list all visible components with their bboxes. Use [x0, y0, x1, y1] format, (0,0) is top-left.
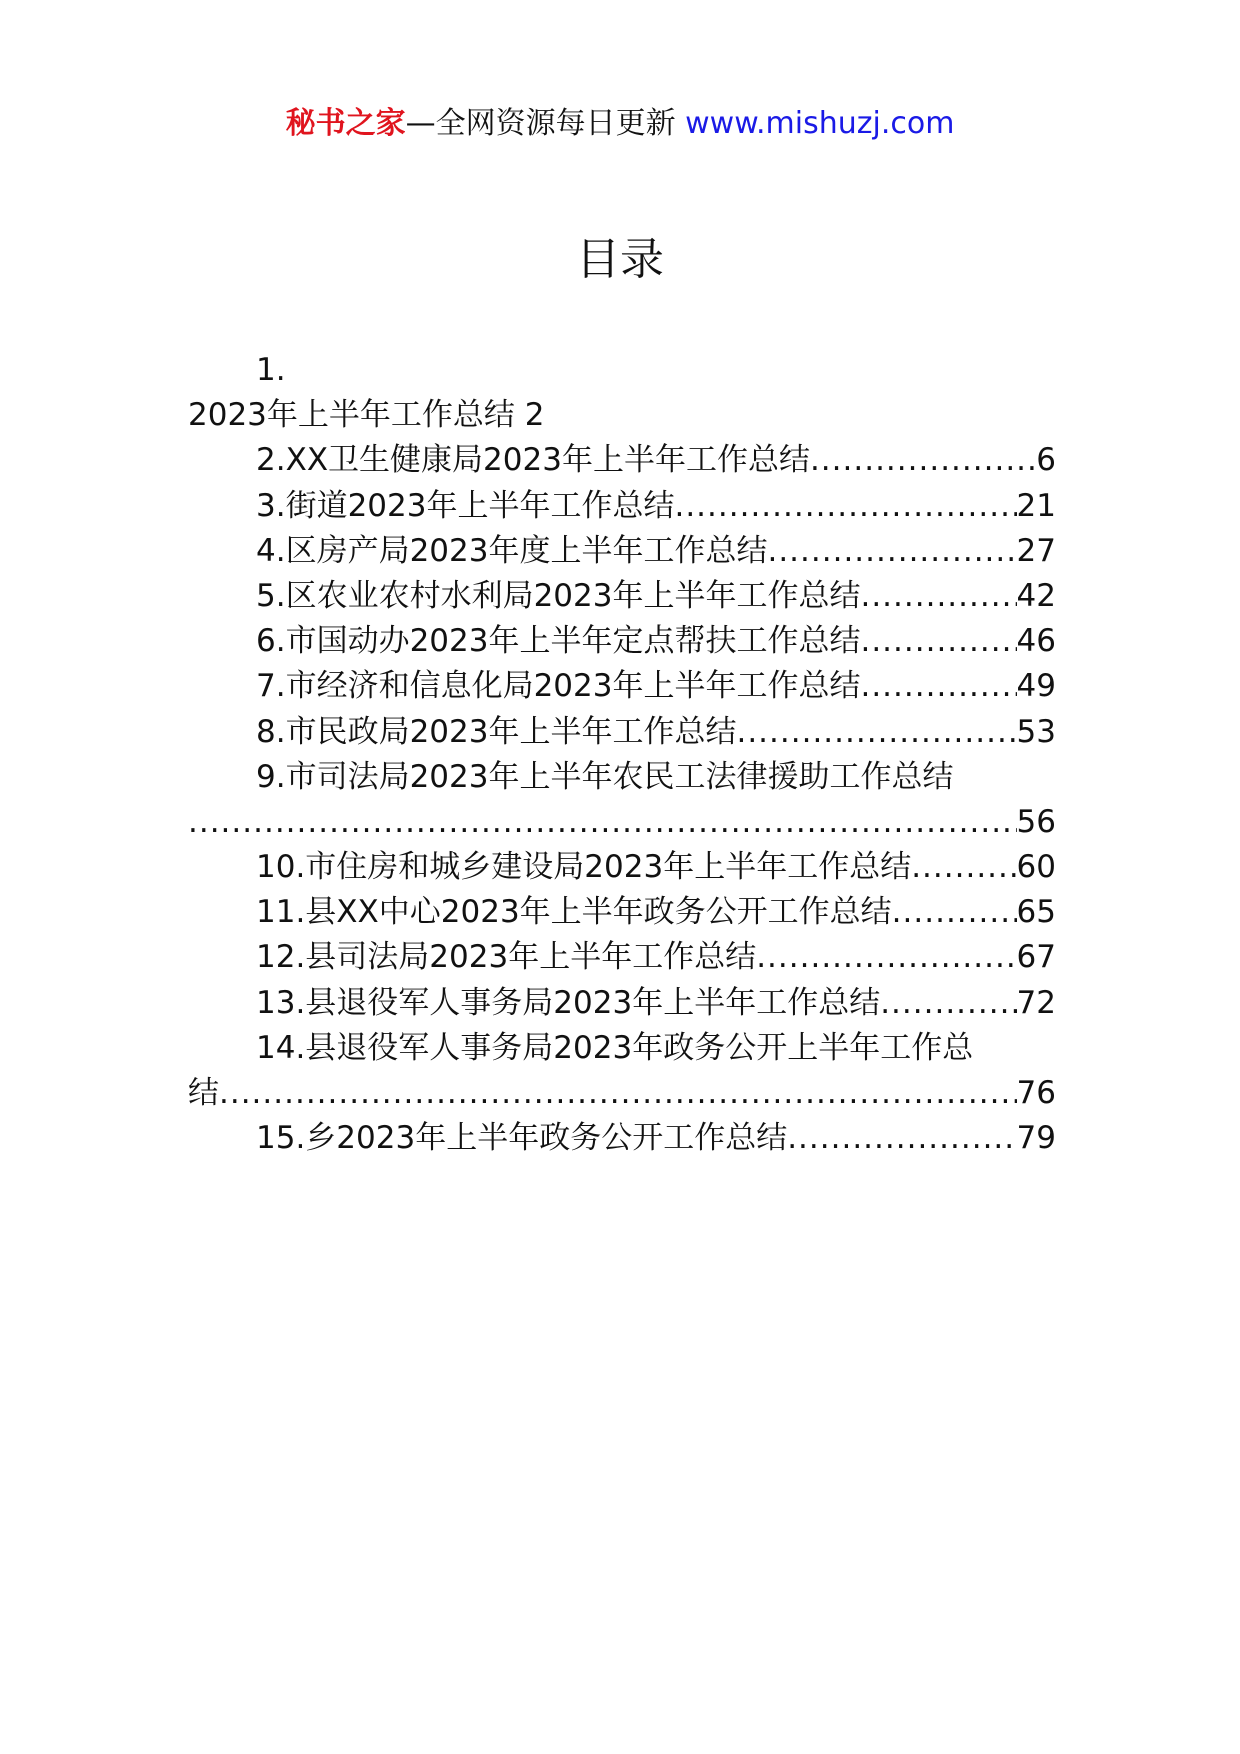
- toc-leader-dots: [188, 800, 1017, 845]
- page-title: 目录: [576, 234, 664, 285]
- site-header: [0, 104, 1240, 144]
- toc-entry[interactable]: [188, 935, 1056, 980]
- toc-entry[interactable]: [188, 845, 1056, 890]
- toc-entry-page: 53: [1016, 713, 1056, 750]
- site-url-link[interactable]: www.mishuzj.com: [685, 106, 955, 141]
- toc-entry-page: 65: [1016, 894, 1056, 931]
- toc-entry-number: 1.: [256, 352, 286, 388]
- toc-entry-text: 5.区农业农村水利局2023年上半年工作总结: [256, 577, 861, 614]
- toc-leader-dots: [810, 438, 1036, 483]
- toc-entry-9-continuation[interactable]: [188, 800, 1056, 845]
- toc-entry-page: 72: [1016, 984, 1056, 1021]
- toc-entry-page: 56: [1016, 803, 1056, 840]
- toc-entry-text: 13.县退役军人事务局2023年上半年工作总结: [256, 984, 881, 1021]
- toc-entry-text: 8.市民政局2023年上半年工作总结: [256, 713, 737, 750]
- toc-entry-page: 21: [1016, 487, 1056, 524]
- toc-entry-page: 79: [1016, 1120, 1056, 1157]
- toc-entry-text: 15.乡2023年上半年政务公开工作总结: [256, 1120, 788, 1157]
- toc-entry-text-continuation: 结: [188, 1075, 219, 1111]
- toc-entry-15[interactable]: [188, 1116, 1056, 1161]
- toc-entry-text: 12.县司法局2023年上半年工作总结: [256, 939, 757, 976]
- toc-leader-dots: [756, 935, 1016, 980]
- toc-entry-page: 60: [1016, 849, 1056, 886]
- toc-entry-14[interactable]: [188, 1026, 1056, 1071]
- toc-leader-dots: [674, 484, 1016, 529]
- toc-entry[interactable]: [188, 484, 1056, 529]
- toc-entry-9[interactable]: [188, 755, 1056, 800]
- toc-entry[interactable]: [188, 438, 1056, 483]
- toc-entry-text: 6.市国动办2023年上半年定点帮扶工作总结: [256, 623, 861, 660]
- toc-leader-dots: [787, 1116, 1016, 1161]
- toc-entry-text: 4.区房产局2023年度上半年工作总结: [256, 532, 768, 569]
- table-of-contents: [188, 348, 1056, 1161]
- toc-leader-dots: [860, 574, 1016, 619]
- header-tagline: —全网资源每日更新: [405, 106, 686, 141]
- toc-entry[interactable]: [188, 619, 1056, 664]
- toc-entry-page: 46: [1016, 623, 1056, 660]
- toc-entry[interactable]: [188, 664, 1056, 709]
- toc-entry[interactable]: [188, 981, 1056, 1026]
- toc-entry-page: 6: [1036, 442, 1056, 479]
- toc-leader-dots: [767, 529, 1016, 574]
- toc-leader-dots: [892, 890, 1017, 935]
- toc-entry[interactable]: [188, 890, 1056, 935]
- toc-entry-text: 9.市司法局2023年上半年农民工法律援助工作总结: [256, 758, 954, 795]
- toc-entry-text: 7.市经济和信息化局2023年上半年工作总结: [256, 668, 861, 705]
- toc-leader-dots: [860, 619, 1016, 664]
- toc-entry-page: 49: [1016, 668, 1056, 705]
- toc-entry-page: 2: [524, 397, 545, 434]
- toc-entry-text: 11.县XX中心2023年上半年政务公开工作总结: [256, 894, 892, 931]
- toc-leader-dots: [911, 845, 1016, 890]
- toc-entry[interactable]: [188, 529, 1056, 574]
- toc-leader-dots: [736, 710, 1016, 755]
- toc-entry-page: 67: [1016, 939, 1056, 976]
- toc-leader-dots: [860, 664, 1016, 709]
- toc-leader-dots: [219, 1071, 1017, 1116]
- toc-leader-dots: [880, 981, 1016, 1026]
- toc-entry[interactable]: [188, 574, 1056, 619]
- toc-entry-1-number[interactable]: [188, 348, 1056, 393]
- toc-entry-text: 14.县退役军人事务局2023年政务公开上半年工作总: [256, 1029, 974, 1066]
- toc-entry-text: 2023年上半年工作总结: [188, 397, 515, 434]
- toc-entry-page: 76: [1016, 1075, 1056, 1111]
- toc-entry[interactable]: [188, 710, 1056, 755]
- toc-entry-1[interactable]: [188, 393, 1056, 438]
- toc-entry-text: 2.XX卫生健康局2023年上半年工作总结: [256, 442, 810, 479]
- toc-entry-page: 27: [1016, 532, 1056, 569]
- toc-entry-14-continuation[interactable]: [188, 1071, 1056, 1116]
- brand-name: 秘书之家: [285, 106, 406, 141]
- toc-entry-text: 3.街道2023年上半年工作总结: [256, 487, 675, 524]
- toc-entry-text: 10.市住房和城乡建设局2023年上半年工作总结: [256, 849, 912, 886]
- toc-entry-page: 42: [1016, 577, 1056, 614]
